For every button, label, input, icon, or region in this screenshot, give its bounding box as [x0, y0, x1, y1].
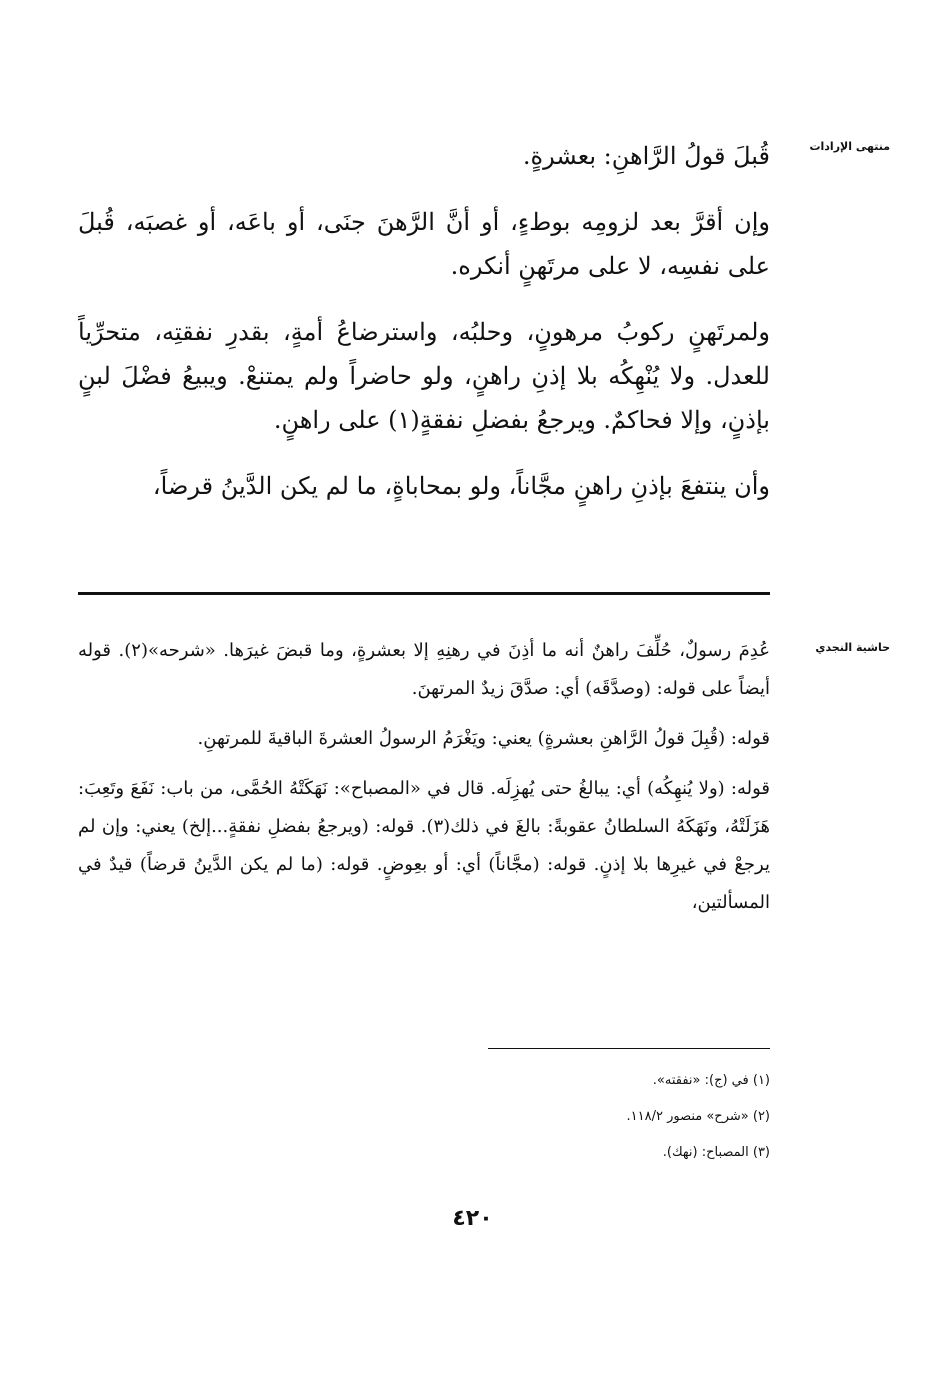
page-number: ٤٢٠	[452, 1206, 493, 1231]
footnote-2: (٢) «شرح» منصور ١١٨/٢.	[626, 1109, 770, 1124]
footnote-rule	[488, 1048, 770, 1049]
footnotes	[400, 1063, 770, 1171]
footnote-1: (١) في (ج): «نفقته».	[652, 1073, 770, 1088]
main-paragraph-2: وإن أقرَّ بعد لزومِه بوطءٍ، أو أنَّ الرَّهنَ جنَى، أو باعَه، أو غصبَه، قُبلَ على نفسِه، لا على مرتَهنٍ أنكره.	[78, 208, 770, 280]
main-text	[78, 134, 770, 530]
section-divider	[78, 592, 770, 595]
hashiya-paragraph-1: عُدِمَ رسولٌ، حُلِّفَ راهنٌ أنه ما أذِنَ في رهنِهِ إلا بعشرةٍ، وما قبضَ غيرَها. «شرحه»(٢). قوله أيضاً على قوله: (وصدَّقَه) أي: صدَّقَ زيدٌ المرتهنَ.	[78, 640, 770, 699]
main-text-label: منتهى الإرادات	[809, 140, 890, 153]
main-paragraph-1: قُبلَ قولُ الرَّاهنِ: بعشرةٍ.	[522, 142, 770, 170]
hashiya-text	[78, 632, 770, 934]
hashiya-paragraph-3: قوله: (ولا يُنهِكُه) أي: يبالغُ حتى يُهزِلَه. قال في «المصباح»: نَهَكَتْهُ الحُمَّى، من باب: نَفَعَ وتَعِبَ: هَزَلَتْهُ، ونَهَكَهُ السلطانُ عقوبةً: بالغَ في ذلك(٣). قوله: (ويرجعُ بفضلِ نفقةٍ...إلخ) يعني: وإن لم يرجعْ في غيرِها بلا إذنٍ. قوله: (مجَّاناً) أي: أو بعِوضٍ. قوله: (ما لم يكن الدَّينُ قرضاً) قيدٌ في المسألتين،	[78, 778, 771, 913]
hashiya-paragraph-2: قوله: (قُبِلَ قولُ الرَّاهنِ بعشرةٍ) يعني: ويَغْرَمُ الرسولُ العشرةَ الباقيةَ للمرتهنِ.	[197, 728, 770, 749]
main-paragraph-3: ولمرتَهنٍ ركوبُ مرهونٍ، وحلبُه، واسترضاعُ أمةٍ، بقدرِ نفقتِه، متحرِّياً للعدل. ولا يُنْهِكُه بلا إذنِ راهنٍ، ولو حاضراً ولم يمتنعْ. ويبيعُ فضْلَ لبنٍ بإذنٍ، وإلا فحاكمٌ. ويرجعُ بفضلِ نفقةٍ(١) على راهنٍ.	[78, 318, 770, 434]
footnote-3: (٣) المصباح: (نهك).	[662, 1145, 770, 1160]
main-paragraph-4: وأن ينتفعَ بإذنِ راهنٍ مجَّاناً، ولو بمحاباةٍ، ما لم يكن الدَّينُ قرضاً،	[152, 472, 770, 500]
hashiya-label: حاشية النجدي	[815, 641, 890, 654]
